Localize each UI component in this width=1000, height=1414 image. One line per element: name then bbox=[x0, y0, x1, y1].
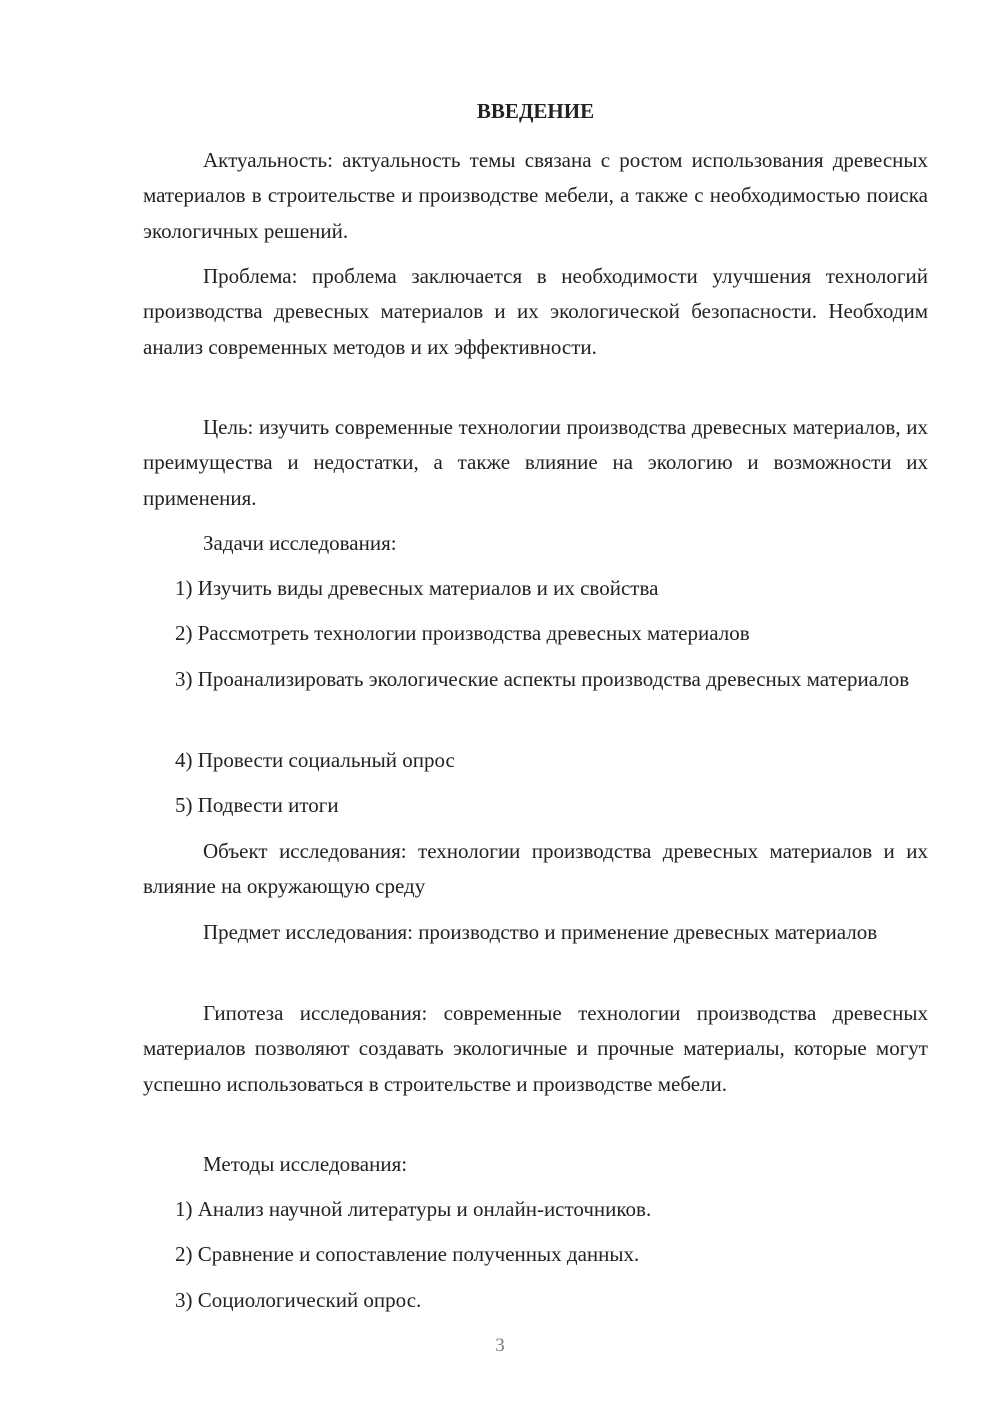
task-item-4: 4) Провести социальный опрос bbox=[175, 748, 455, 772]
paragraph-hypothesis: Гипотеза исследования: современные технологии производства древесных материалов позволяют создавать экологичные и прочные материалы, которые могут успешно использоваться в строительстве и производстве мебели. bbox=[143, 1001, 928, 1096]
paragraph-subject: Предмет исследования: производство и применение древесных материалов bbox=[203, 920, 878, 944]
method-item-2: 2) Сравнение и сопоставление полученных данных. bbox=[175, 1242, 640, 1266]
paragraph-goal: Цель: изучить современные технологии производства древесных материалов, их преимущества и недостатки, а также влияние на экологию и возможности их применения. bbox=[143, 415, 928, 510]
tasks-heading: Задачи исследования: bbox=[203, 531, 397, 555]
method-item-1: 1) Анализ научной литературы и онлайн-источников. bbox=[175, 1197, 652, 1221]
paragraph-relevance: Актуальность: актуальность темы связана с ростом использования древесных материалов в строительстве и производстве мебели, а также с необходимостью поиска экологичных решений. bbox=[143, 148, 928, 243]
task-item-3: 3) Проанализировать экологические аспекты производства древесных материалов bbox=[175, 667, 910, 691]
task-item-1: 1) Изучить виды древесных материалов и их свойства bbox=[175, 576, 659, 600]
method-item-3: 3) Социологический опрос. bbox=[175, 1288, 422, 1312]
paragraph-object: Объект исследования: технологии производства древесных материалов и их влияние на окружающую среду bbox=[143, 839, 928, 899]
task-item-2: 2) Рассмотреть технологии производства древесных материалов bbox=[175, 621, 750, 645]
task-item-5: 5) Подвести итоги bbox=[175, 793, 339, 817]
page-title: ВВЕДЕНИЕ bbox=[476, 99, 595, 123]
paragraph-problem: Проблема: проблема заключается в необходимости улучшения технологий производства древесных материалов и их экологической безопасности. Необходим анализ современных методов и их эффективности. bbox=[143, 264, 928, 359]
methods-heading: Методы исследования: bbox=[203, 1152, 408, 1176]
page-number: 3 bbox=[495, 1335, 505, 1356]
